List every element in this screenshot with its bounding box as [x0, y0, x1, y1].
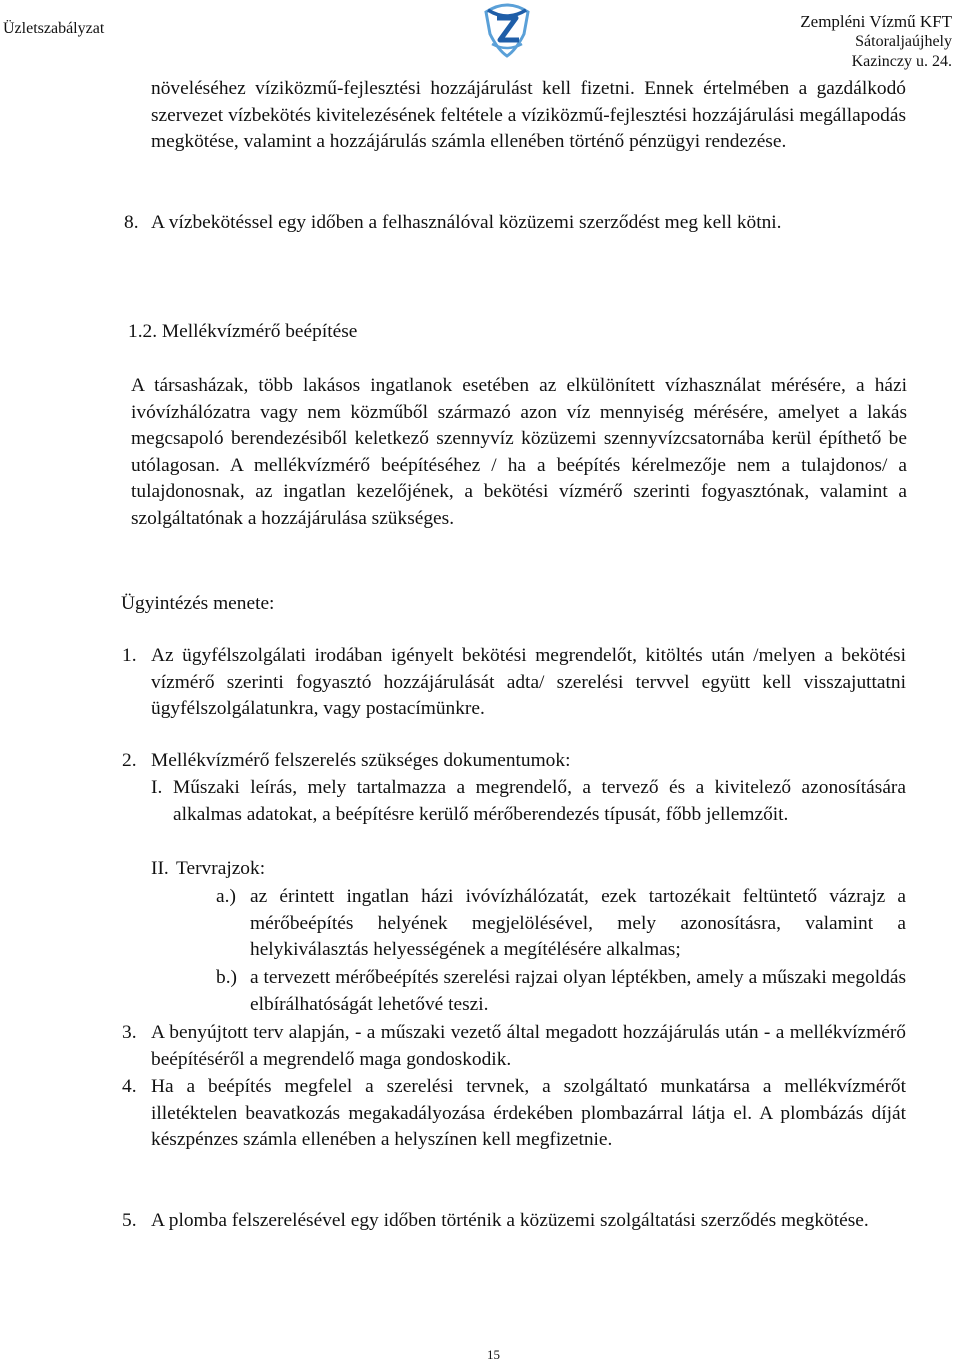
- step-1-text: Az ügyfélszolgálati irodában igényelt bekötési megrendelőt, kitöltés után /melyen a bekötési vízmérő szerinti fogyasztó hozzájárulását adta/ szerelési tervvel együtt kell visszajuttatni ügyfélszolgálatunkra, vagy postacímünkre.: [151, 645, 906, 719]
- company-street: Kazinczy u. 24.: [851, 53, 952, 70]
- step-4-number: 4.: [122, 1076, 137, 1097]
- procedure-heading: Ügyintézés menete:: [121, 593, 275, 614]
- section-heading: 1.2. Mellékvízmérő beépítése: [128, 321, 358, 342]
- step-2-ii-text: Tervrajzok:: [176, 858, 266, 879]
- step-2-b-label: b.): [216, 967, 238, 988]
- step-2-a-text: az érintett ingatlan házi ivóvízhálózatát, ezek tartozékait feltüntető vázrajz a mérőbeépítés helyének megjelölésével, mely azonosításra, valamint a helykiválasztás helyességének a megítélésére alkalmas;: [250, 886, 906, 960]
- step-1-number: 1.: [122, 645, 137, 666]
- header-company-block: [800, 12, 952, 72]
- step-3-text: A benyújtott terv alapján, - a műszaki vezető által megadott hozzájárulás után - a mellékvízmérő beépítéséről a megrendelő maga gondoskodik.: [151, 1022, 906, 1070]
- section-paragraph: A társasházak, több lakásos ingatlanok esetében az elkülönített vízhasználat mérésére, a házi ivóvízhálózatra vagy nem közműből származó azon víz mennyiség mérésére, amelyet a lakás megcsapoló berendezésiből keletkező szennyvíz közüzemi szennyvízcsatornába kerül építhető be utólagosan. A mellékvízmérő beépítéséhez / ha a beépítés kérelmezője nem a tulajdonos/ a tulajdonosnak, az ingatlan kezelőjének, a bekötési vízmérő szerinti fogyasztónak, valamint a szolgáltatónak a hozzájárulása szükséges.: [131, 375, 907, 529]
- header-document-title: Üzletszabályzat: [3, 20, 105, 37]
- step-2-b-text: a tervezett mérőbeépítés szerelési rajzai olyan léptékben, amely a műszaki megoldás elbírálhatóságát lehetővé teszi.: [250, 967, 906, 1015]
- step-2-number: 2.: [122, 750, 137, 771]
- step-2-a-label: a.): [216, 886, 236, 907]
- step-5-text: A plomba felszerelésével egy időben történik a közüzemi szolgáltatási szerződés megkötése.: [151, 1210, 869, 1231]
- page-number: 15: [487, 1347, 500, 1362]
- step-2-ii-label: II.: [151, 858, 169, 879]
- company-logo-icon: [478, 0, 536, 58]
- company-city: Sátoraljaújhely: [855, 33, 952, 50]
- intro-paragraph: növeléséhez víziközmű-fejlesztési hozzájárulást kell fizetni. Ennek értelmében a gazdálkodó szervezet vízbekötés kivitelezésének feltétele a víziközmű-fejlesztési hozzájárulási megállapodás megkötése, valamint a hozzájárulás számla ellenében történő pénzügyi rendezése.: [151, 78, 906, 152]
- item-8-text: A vízbekötéssel egy időben a felhasználóval közüzemi szerződést meg kell kötni.: [151, 212, 782, 233]
- step-2-i-text: Műszaki leírás, mely tartalmazza a megrendelő, a tervező és a kivitelező azonosítására alkalmas adatokat, a beépítésre kerülő mérőberendezés típusát, főbb jellemzőit.: [173, 777, 906, 825]
- step-2-text: Mellékvízmérő felszerelés szükséges dokumentumok:: [151, 750, 571, 771]
- step-4-text: Ha a beépítés megfelel a szerelési tervnek, a szolgáltató munkatársa a mellékvízmérőt illetéktelen beavatkozás megakadályozása érdekében plombazárral látja el. A plombázás díját készpénzes számla ellenében a helyszínen kell megfizetnie.: [151, 1076, 906, 1150]
- step-5-number: 5.: [122, 1210, 137, 1231]
- company-name: Zempléni Vízmű KFT: [800, 12, 952, 31]
- step-3-number: 3.: [122, 1022, 137, 1043]
- item-8-number: 8.: [124, 212, 139, 233]
- step-2-i-label: I.: [151, 777, 163, 798]
